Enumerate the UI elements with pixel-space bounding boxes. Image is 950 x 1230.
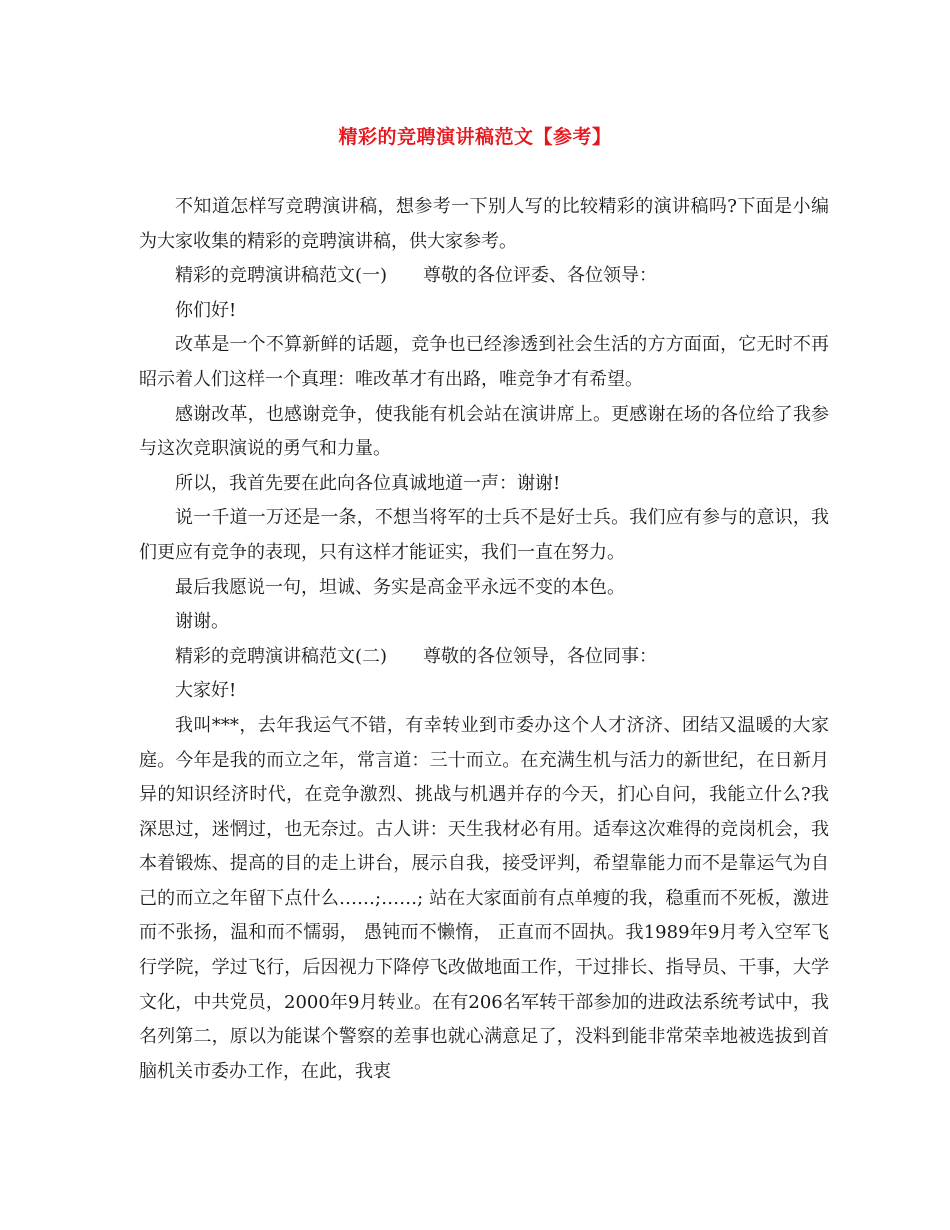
paragraph: 改革是一个不算新鲜的话题，竞争也已经渗透到社会生活的方方面面，它无时不再昭示着人们这样一个真理：唯改革才有出路，唯竞争才有希望。 — [139, 334, 829, 390]
paragraph: 我叫***，去年我运气不错，有幸转业到市委办这个人才济济、团结又温暖的大家庭。今年是我的而立之年，常言道：三十而立。在充满生机与活力的新世纪，在日新月异的知识经济时代，在竞争激烈、挑战与机遇并存的今天，扪心自问，我能立什么?我深思过，迷惘过，也无奈过。古人讲：天生我材必有用。适奉这次难得的竞岗机会，我本着锻炼、提高的目的走上讲台，展示自我，接受评判，希望靠能力而不是靠运气为自己的而立之年留下点什么……;……; 站在大家面前有点单瘦的我，稳重而不死板，激进而不张扬，温和而不懦弱， 愚钝而不懒惰， 正直而不固执。我1989年9月考入空军飞行学院，学过飞行，后因视力下降停飞改做地面工作，干过排长、指导员、干事，大学文化，中共党员，2000年9月转业。在有206名军转干部参加的进政法系统考试中，我名列第二，原以为能谋个警察的差事也就心满意足了，没料到能非常荣幸地被选拔到首脑机关市委办工作，在此，我衷 — [139, 714, 829, 1082]
paragraph-intro: 不知道怎样写竞聘演讲稿，想参考一下别人写的比较精彩的演讲稿吗?下面是小编为大家收集的精彩的竞聘演讲稿，供大家参考。 — [139, 196, 829, 252]
paragraph: 最后我愿说一句，坦诚、务实是高金平永远不变的本色。 — [175, 576, 625, 598]
paragraph-greeting: 大家好! — [175, 680, 237, 702]
document-title: 精彩的竞聘演讲稿范文【参考】 — [338, 126, 612, 148]
paragraph-greeting: 你们好! — [175, 299, 237, 321]
paragraph-sample-one-heading: 精彩的竞聘演讲稿范文(一) 尊敬的各位评委、各位领导： — [175, 265, 658, 287]
paragraph-thanks: 谢谢。 — [175, 611, 229, 633]
paragraph: 说一千道一万还是一条，不想当将军的士兵不是好士兵。我们应有参与的意识，我们更应有竞争的表现，只有这样才能证实，我们一直在努力。 — [139, 507, 829, 563]
document-body — [139, 190, 829, 1089]
paragraph: 所以，我首先要在此向各位真诚地道一声：谢谢! — [175, 472, 561, 494]
paragraph: 感谢改革，也感谢竞争，使我能有机会站在演讲席上。更感谢在场的各位给了我参与这次竞职演说的勇气和力量。 — [139, 403, 829, 460]
paragraph-sample-two-heading: 精彩的竞聘演讲稿范文(二) 尊敬的各位领导，各位同事： — [175, 645, 658, 667]
